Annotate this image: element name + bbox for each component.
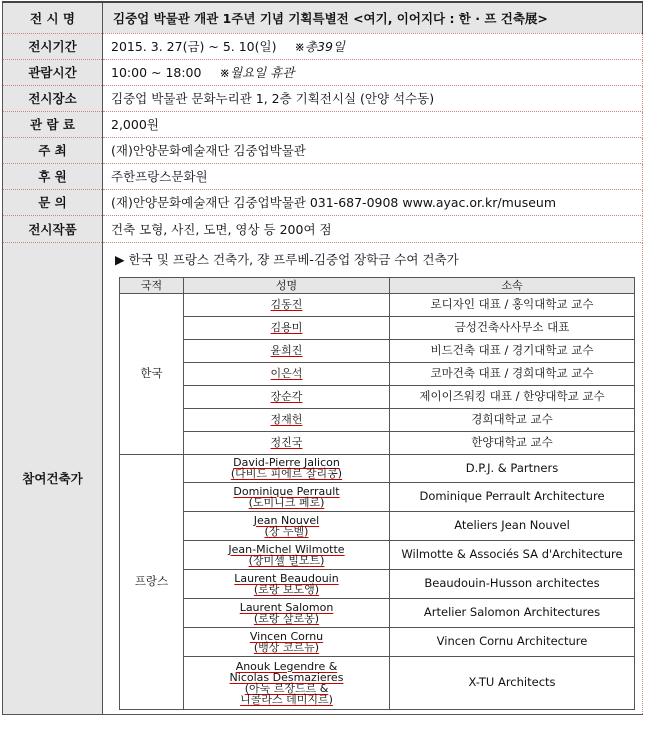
architect-name: 윤희진 bbox=[184, 339, 390, 362]
architect-row bbox=[120, 408, 635, 431]
architect-affiliation: Dominique Perrault Architecture bbox=[390, 482, 635, 511]
architect-row bbox=[120, 454, 635, 482]
architect-name: Laurent Salomon (로랑 살로몽) bbox=[184, 598, 390, 627]
info-label-hours: 관람시간 bbox=[3, 59, 103, 85]
info-value-text: (재)안양문화예술재단 김중업박물관 bbox=[111, 143, 306, 158]
country-cell: 프랑스 bbox=[120, 454, 184, 709]
participants-heading: ▶ 한국 및 프랑스 건축가, 쟝 프루베-김중업 장학금 수여 건축가 bbox=[115, 251, 459, 267]
info-note: ※총39일 bbox=[294, 39, 345, 54]
architect-name: Dominique Perrault (도미니크 페로) bbox=[184, 482, 390, 511]
info-value-text: 주한프랑스문화원 bbox=[111, 169, 208, 184]
architect-affiliation: 경희대학교 교수 bbox=[390, 408, 635, 431]
info-value-text: 10:00 ~ 18:00 bbox=[111, 65, 202, 80]
info-label-contact: 문 의 bbox=[3, 189, 103, 215]
architect-name: Jean Nouvel (장 누벨) bbox=[184, 511, 390, 540]
architect-row bbox=[120, 362, 635, 385]
architects-header-row bbox=[120, 277, 635, 293]
info-value-sponsor bbox=[103, 163, 643, 189]
architect-affiliation: 로디자인 대표 / 홍익대학교 교수 bbox=[390, 293, 635, 316]
info-value-text: 건축 모형, 사진, 도면, 영상 등 200여 점 bbox=[111, 221, 332, 237]
info-row-period bbox=[3, 33, 643, 59]
architect-name: 이은석 bbox=[184, 362, 390, 385]
column-header-nationality: 국적 bbox=[120, 277, 184, 293]
architect-name: Anouk Legendre & Nicolas Desmazieres (아눅 르장드르 & 니콜라스 데미지르) bbox=[184, 656, 390, 709]
info-value-text: 2015. 3. 27(금) ~ 5. 10(일) bbox=[111, 39, 277, 54]
info-value-works bbox=[103, 215, 643, 242]
architect-row bbox=[120, 385, 635, 408]
info-row-host bbox=[3, 137, 643, 163]
info-row-admission bbox=[3, 111, 643, 137]
architect-affiliation: 금성건축사사무소 대표 bbox=[390, 316, 635, 339]
architect-row bbox=[120, 511, 635, 540]
architect-name: Laurent Beaudouin (로랑 보도앵) bbox=[184, 569, 390, 598]
info-value-admission bbox=[103, 111, 643, 137]
architect-name: 김동진 bbox=[184, 293, 390, 316]
info-label-period: 전시기간 bbox=[3, 33, 103, 59]
participants-label: 참여건축가 bbox=[3, 242, 103, 714]
info-value-contact bbox=[103, 189, 643, 215]
architect-affiliation: 한양대학교 교수 bbox=[390, 431, 635, 454]
architect-affiliation: D.P.J. & Partners bbox=[390, 454, 635, 482]
architect-name: Jean-Michel Wilmotte (장미셸 빌모트) bbox=[184, 540, 390, 569]
column-header-affiliation: 소속 bbox=[390, 277, 635, 293]
exhibition-title-row bbox=[3, 2, 643, 33]
info-value-host bbox=[103, 137, 643, 163]
country-cell: 한국 bbox=[120, 293, 184, 454]
architect-name: David-Pierre Jalicon (다비드 피에르 잘리콩) bbox=[184, 454, 390, 482]
info-value-venue bbox=[103, 85, 643, 111]
info-label-host: 주 최 bbox=[3, 137, 103, 163]
architect-row bbox=[120, 482, 635, 511]
architect-row bbox=[120, 569, 635, 598]
architect-name: Vincen Cornu (뱅상 코르뉴) bbox=[184, 627, 390, 656]
architect-affiliation: Ateliers Jean Nouvel bbox=[390, 511, 635, 540]
architect-row bbox=[120, 540, 635, 569]
info-label-admission: 관 람 료 bbox=[3, 111, 103, 137]
architect-affiliation: 제이이즈워킹 대표 / 한양대학교 교수 bbox=[390, 385, 635, 408]
architect-affiliation: Wilmotte & Associés SA d'Architecture bbox=[390, 540, 635, 569]
architect-row bbox=[120, 656, 635, 709]
architect-row bbox=[120, 293, 635, 316]
architect-affiliation: 비드건축 대표 / 경기대학교 교수 bbox=[390, 339, 635, 362]
participants-cell bbox=[103, 242, 643, 714]
info-value-text: (재)안양문화예술재단 김중업박물관 031-687-0908 www.ayac.or.kr/museum bbox=[111, 195, 557, 210]
architect-name: 정재헌 bbox=[184, 408, 390, 431]
participants-row bbox=[3, 242, 643, 714]
info-row-hours bbox=[3, 59, 643, 85]
architect-affiliation: 코마건축 대표 / 경희대학교 교수 bbox=[390, 362, 635, 385]
architect-affiliation: Beaudouin-Husson architectes bbox=[390, 569, 635, 598]
architects-body bbox=[120, 293, 635, 709]
architect-row bbox=[120, 339, 635, 362]
exhibition-title: 김중업 박물관 개관 1주년 기념 기획특별전 <여기, 이어지다 : 한 · 프 건축展> bbox=[103, 2, 643, 33]
info-row-contact bbox=[3, 189, 643, 215]
exhibition-info-table bbox=[2, 1, 643, 715]
info-row-works bbox=[3, 215, 643, 242]
architects-table bbox=[119, 277, 635, 710]
architect-affiliation: X-TU Architects bbox=[390, 656, 635, 709]
info-note: ※월요일 휴관 bbox=[219, 65, 295, 80]
info-row-venue bbox=[3, 85, 643, 111]
architect-affiliation: Artelier Salomon Architectures bbox=[390, 598, 635, 627]
architect-name: 장순각 bbox=[184, 385, 390, 408]
info-label-works: 전시작품 bbox=[3, 215, 103, 242]
architects-header bbox=[120, 277, 635, 293]
info-value-hours bbox=[103, 59, 643, 85]
exhibition-info-document bbox=[0, 1, 645, 756]
architect-row bbox=[120, 431, 635, 454]
info-value-text: 김중업 박물관 문화누리관 1, 2층 기획전시실 (안양 석수동) bbox=[111, 91, 435, 106]
architect-name: 김용미 bbox=[184, 316, 390, 339]
column-header-name: 성명 bbox=[184, 277, 390, 293]
info-label-sponsor: 후 원 bbox=[3, 163, 103, 189]
architect-row bbox=[120, 598, 635, 627]
architect-row bbox=[120, 627, 635, 656]
info-label-venue: 전시장소 bbox=[3, 85, 103, 111]
title-label: 전 시 명 bbox=[3, 2, 103, 33]
architect-name: 정진국 bbox=[184, 431, 390, 454]
info-row-sponsor bbox=[3, 163, 643, 189]
info-value-text: 2,000원 bbox=[111, 117, 159, 132]
architect-affiliation: Vincen Cornu Architecture bbox=[390, 627, 635, 656]
architect-row bbox=[120, 316, 635, 339]
info-value-period bbox=[103, 33, 643, 59]
